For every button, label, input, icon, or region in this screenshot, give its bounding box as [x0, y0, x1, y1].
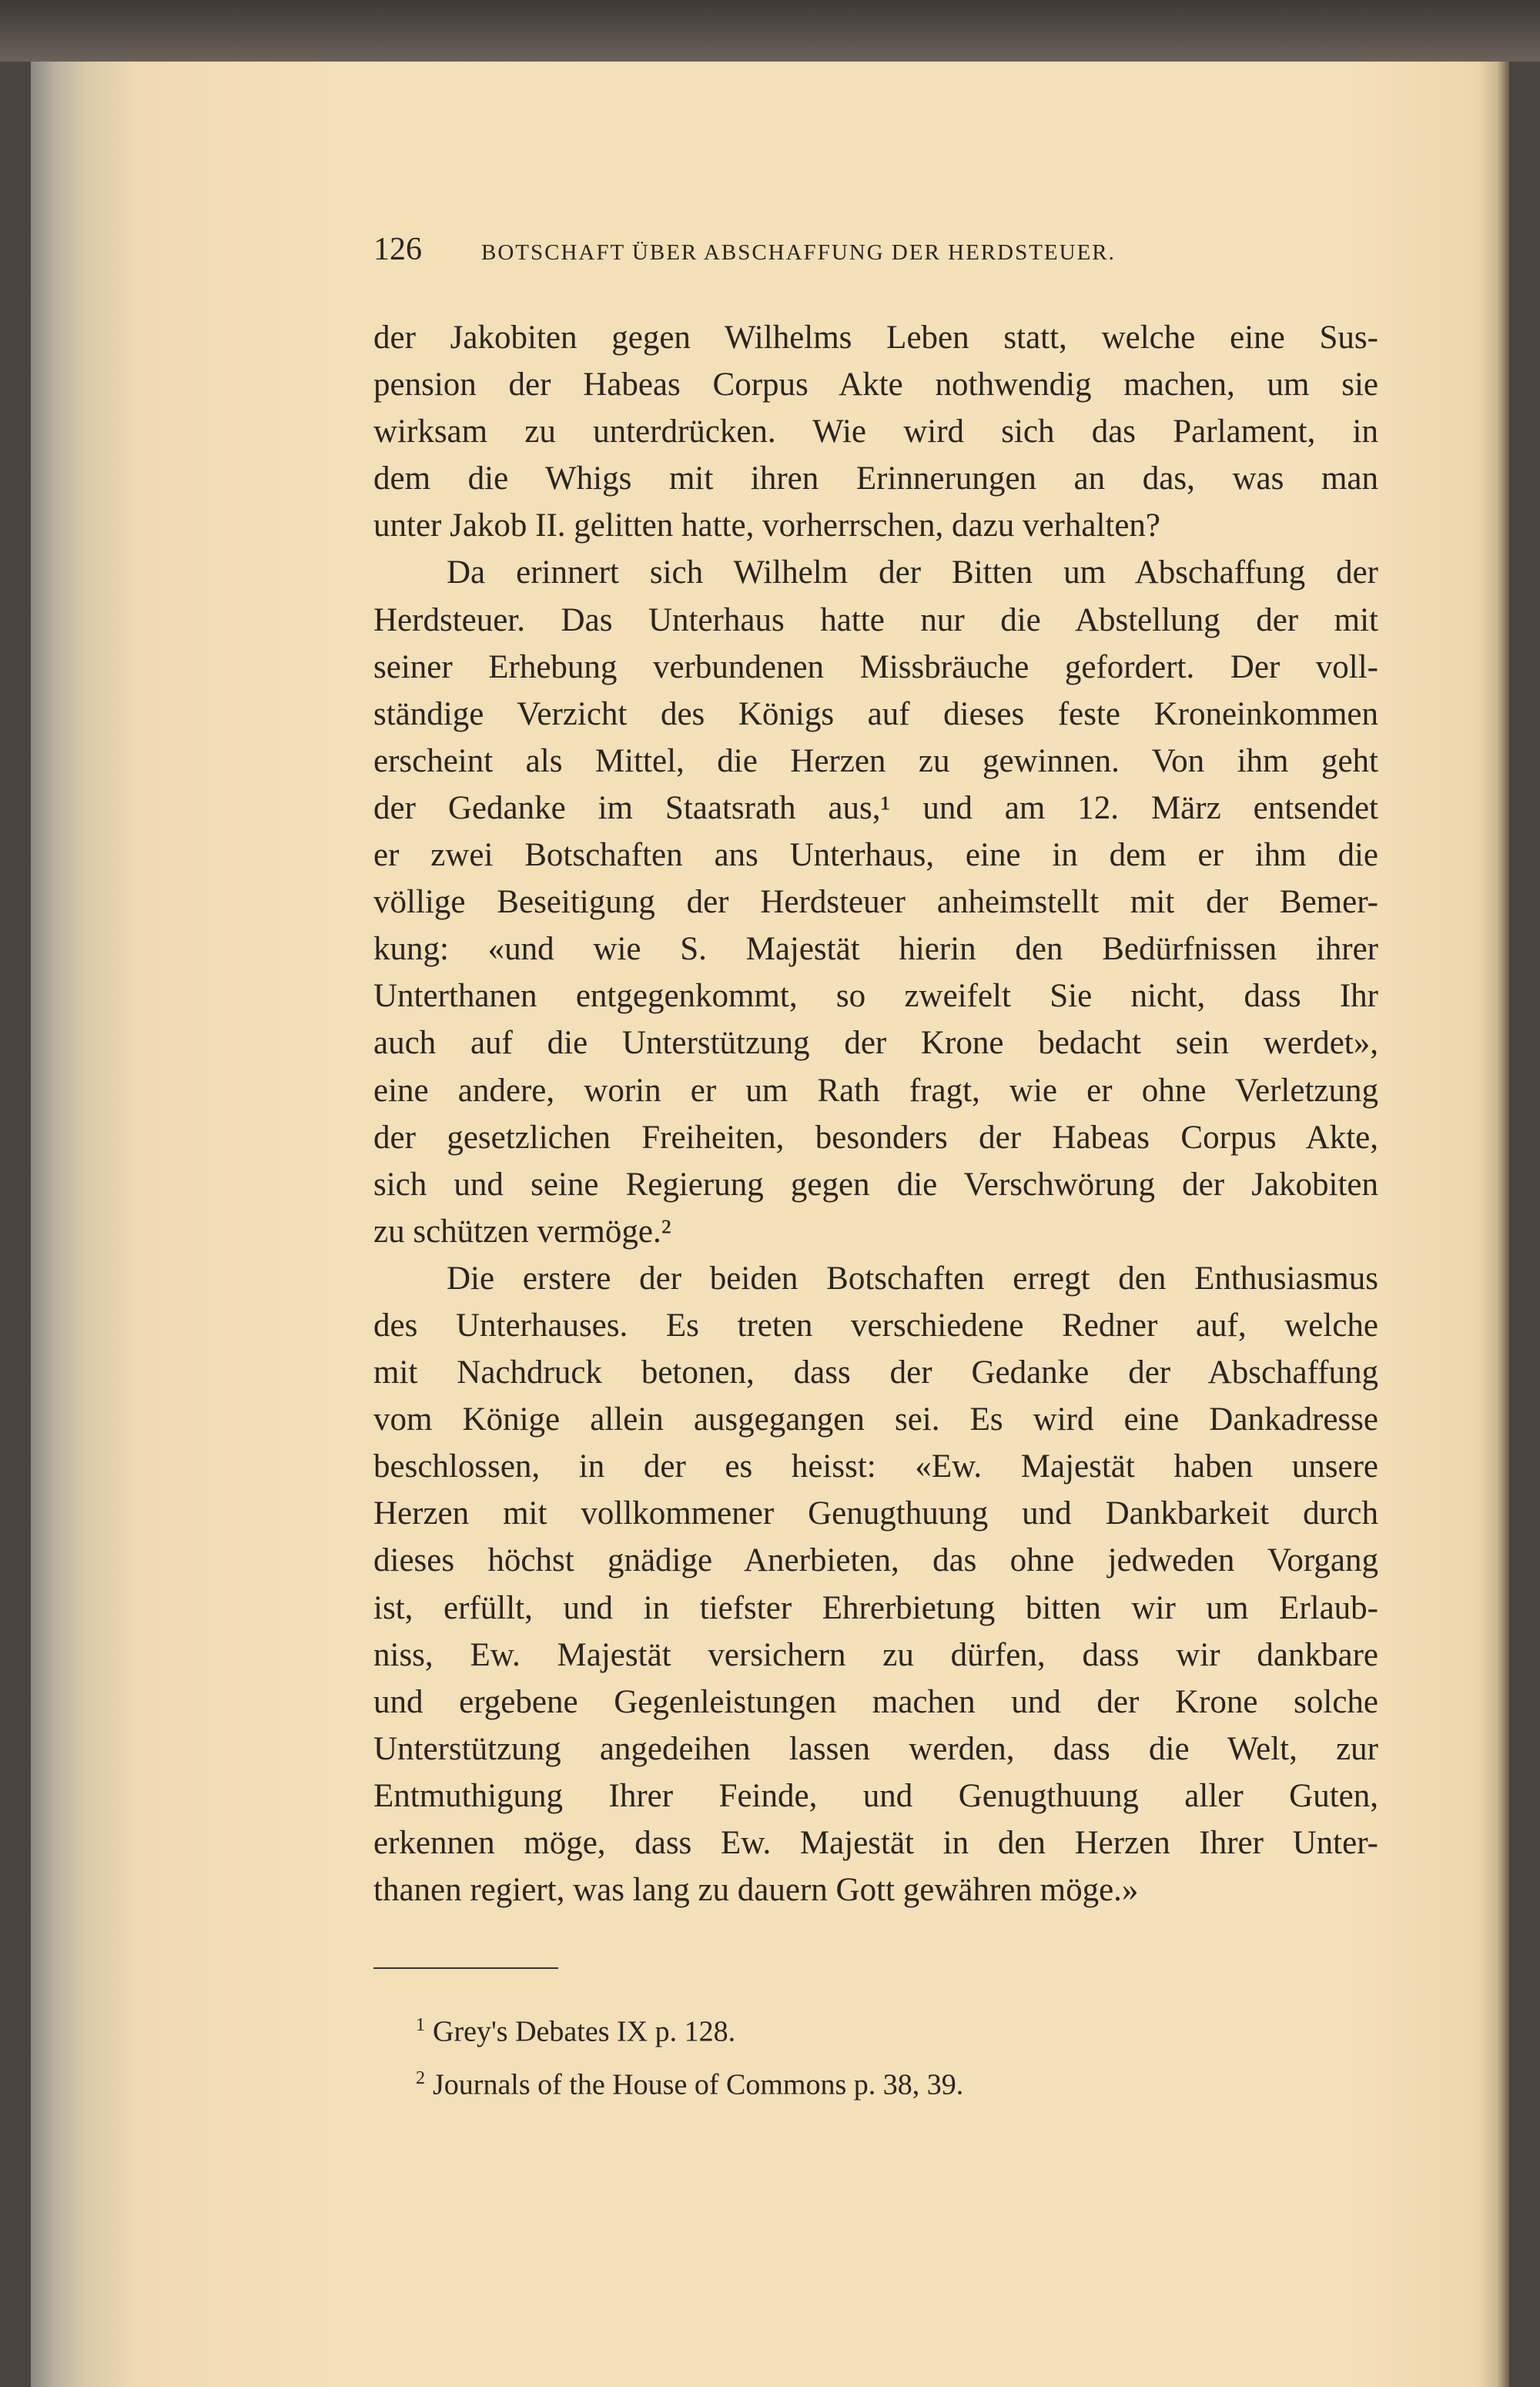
text-line: auch auf die Unterstützung der Krone bedacht sein werdet», — [373, 1025, 1378, 1062]
text-line: Da erinnert sich Wilhelm der Bitten um Abschaffung der — [447, 554, 1378, 591]
footnote-separator — [373, 1967, 558, 1969]
footnote — [416, 2055, 963, 2108]
text-line: Herdsteuer. Das Unterhaus hatte nur die Abstellung der mit — [373, 601, 1378, 638]
text-line: völlige Beseitigung der Herdsteuer anheimstellt mit der Bemer- — [373, 884, 1378, 921]
text-line: seiner Erhebung verbundenen Missbräuche gefordert. Der voll- — [373, 648, 1378, 685]
text-line: dem die Whigs mit ihren Erinnerungen an das, was man — [373, 460, 1378, 497]
text-line: ist, erfüllt, und in tiefster Ehrerbietung bitten wir um Erlaub- — [373, 1589, 1378, 1626]
text-line: Herzen mit vollkommener Genugthuung und Dankbarkeit durch — [373, 1495, 1378, 1532]
text-line: unter Jakob II. gelitten hatte, vorherrschen, dazu verhalten? — [373, 507, 1161, 544]
footnote-marker: 1 — [416, 2015, 425, 2035]
page-header — [373, 231, 1390, 270]
text-line: des Unterhauses. Es treten verschiedene Redner auf, welche — [373, 1307, 1378, 1344]
text-line: er zwei Botschaften ans Unterhaus, eine in dem er ihm die — [373, 837, 1378, 874]
footnote-text: Journals of the House of Commons p. 38, 39. — [433, 2068, 964, 2101]
page-number: 126 — [373, 232, 422, 267]
text-line: dieses höchst gnädige Anerbieten, das ohne jedweden Vorgang — [373, 1542, 1378, 1579]
text-line: wirksam zu unterdrücken. Wie wird sich das Parlament, in — [373, 413, 1378, 450]
text-line: vom Könige allein ausgegangen sei. Es wird eine Dankadresse — [373, 1401, 1378, 1438]
text-line: beschlossen, in der es heisst: «Ew. Majestät haben unsere — [373, 1448, 1378, 1485]
text-line: pension der Habeas Corpus Akte nothwendig machen, um sie — [373, 367, 1378, 403]
text-line: Entmuthigung Ihrer Feinde, und Genugthuung aller Guten, — [373, 1777, 1378, 1814]
text-line: erkennen möge, dass Ew. Majestät in den Herzen Ihrer Unter- — [373, 1825, 1378, 1861]
text-line: zu schützen vermöge.² — [373, 1213, 671, 1250]
footnote-marker: 2 — [416, 2067, 425, 2088]
paragraph — [373, 549, 1378, 1254]
text-line: mit Nachdruck betonen, dass der Gedanke der Abschaffung — [373, 1354, 1378, 1391]
text-line: der Gedanke im Staatsrath aus,¹ und am 12. März entsendet — [373, 789, 1378, 826]
text-line: sich und seine Regierung gegen die Verschwörung der Jakobiten — [373, 1166, 1378, 1203]
text-line: Die erstere der beiden Botschaften erregt den Enthusiasmus — [447, 1260, 1378, 1297]
text-line: kung: «und wie S. Majestät hierin den Bedürfnissen ihrer — [373, 931, 1378, 968]
text-line: der Jakobiten gegen Wilhelms Leben statt, welche eine Sus- — [373, 320, 1378, 356]
footnote — [416, 2002, 963, 2055]
text-line: Unterthanen entgegenkommt, so zweifelt Sie nicht, dass Ihr — [373, 978, 1378, 1015]
footnote-text: Grey's Debates IX p. 128. — [433, 2015, 736, 2048]
paragraph — [373, 1255, 1378, 1913]
text-line: der gesetzlichen Freiheiten, besonders der Habeas Corpus Akte, — [373, 1119, 1378, 1156]
text-line: und ergebene Gegenleistungen machen und der Krone solche — [373, 1683, 1378, 1720]
text-line: thanen regiert, was lang zu dauern Gott gewähren möge.» — [373, 1872, 1139, 1909]
body-text — [373, 314, 1378, 1913]
paragraph — [373, 314, 1378, 549]
text-line: ständige Verzicht des Königs auf dieses feste Kroneinkommen — [373, 695, 1378, 732]
footnotes — [416, 2002, 963, 2107]
running-head: BOTSCHAFT ÜBER ABSCHAFFUNG DER HERDSTEUER. — [481, 240, 1116, 265]
text-line: erscheint als Mittel, die Herzen zu gewinnen. Von ihm geht — [373, 742, 1378, 779]
text-line: niss, Ew. Majestät versichern zu dürfen, dass wir dankbare — [373, 1636, 1378, 1673]
text-line: eine andere, worin er um Rath fragt, wie er ohne Verletzung — [373, 1072, 1378, 1109]
text-line: Unterstützung angedeihen lassen werden, dass die Welt, zur — [373, 1730, 1378, 1767]
scan-top-border — [0, 0, 1540, 62]
